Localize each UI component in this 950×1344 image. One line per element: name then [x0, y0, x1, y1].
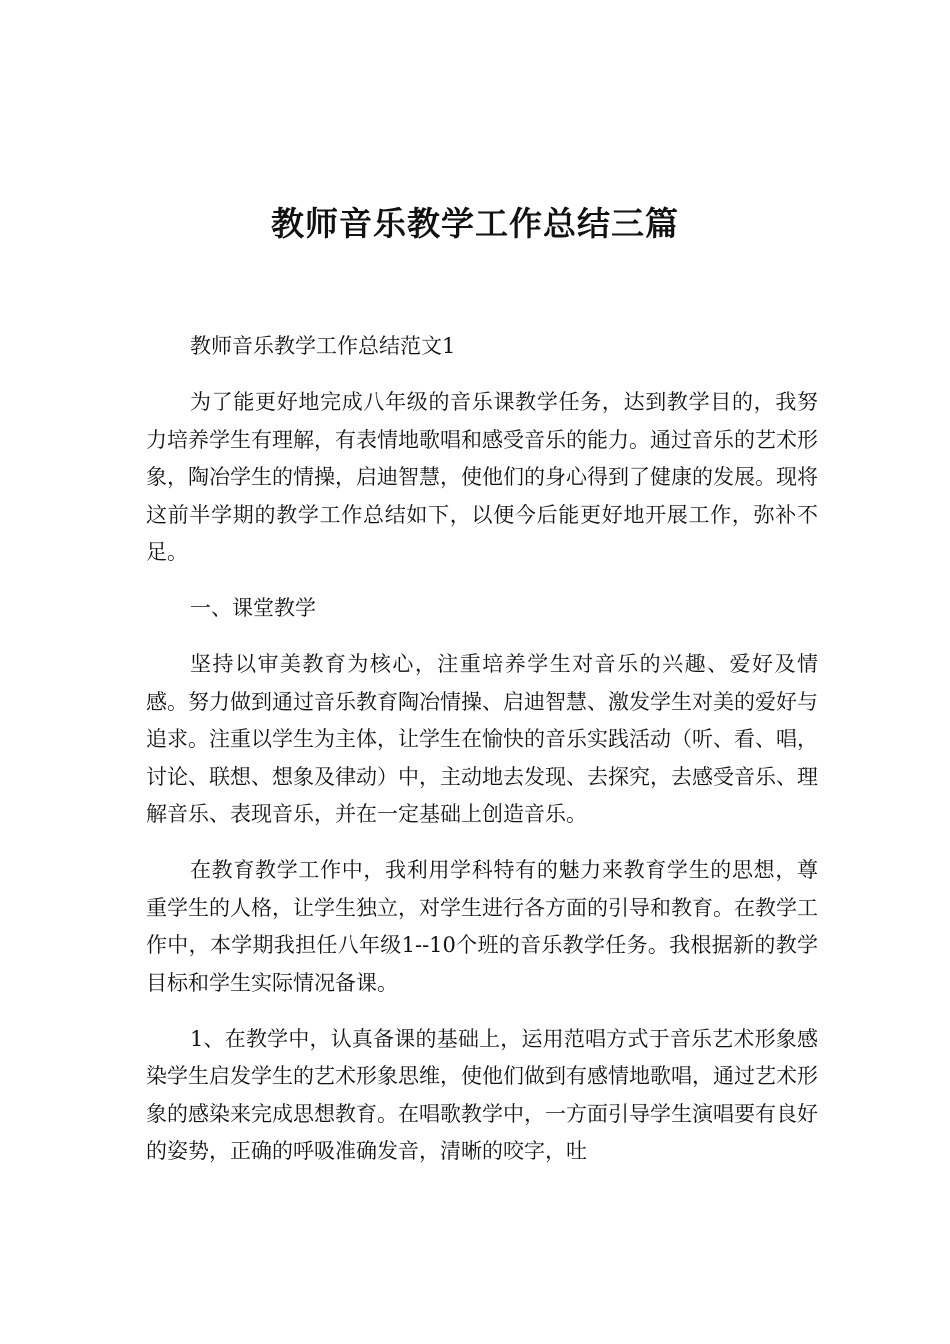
paragraph-aesthetic-education: 坚持以审美教育为核心，注重培养学生对音乐的兴趣、爱好及情感。努力做到通过音乐教育陶冶情操、启迪智慧、激发学生对美的爱好与追求。注重以学生为主体，让学生在愉快的音乐实践活动（听、看、唱，讨论、联想、想象及律动）中，主动地去发现、去探究，去感受音乐、理解音乐、表现音乐，并在一定基础上创造音乐。	[146, 652, 818, 826]
paragraph-intro: 为了能更好地完成八年级的音乐课教学任务，达到教学目的，我努力培养学生有理解，有表情地歌唱和感受音乐的能力。通过音乐的艺术形象，陶冶学生的情操，启迪智慧，使他们的身心得到了健康的发展。现将这前半学期的教学工作总结如下，以便今后能更好地开展工作，弥补不足。	[146, 390, 818, 564]
paragraph-teaching-work: 在教育教学工作中，我利用学科特有的魅力来教育学生的思想，尊重学生的人格，让学生独立，对学生进行各方面的引导和教育。在教学工作中，本学期我担任八年级1--10个班的音乐教学任务。我根据新的教学目标和学生实际情况备课。	[146, 858, 818, 995]
document-title: 教师音乐教学工作总结三篇	[271, 204, 679, 243]
section-heading-classroom-teaching: 一、课堂教学	[190, 596, 316, 620]
paragraph-point-1: 1、在教学中，认真备课的基础上，运用范唱方式于音乐艺术形象感染学生启发学生的艺术形象思维，使他们做到有感情地歌唱，通过艺术形象的感染来完成思想教育。在唱歌教学中，一方面引导学生演唱要有良好的姿势，正确的呼吸准确发音，清晰的咬字，吐	[146, 1026, 818, 1163]
section-heading-sample-1: 教师音乐教学工作总结范文1	[190, 334, 456, 358]
document-body	[146, 328, 818, 1189]
